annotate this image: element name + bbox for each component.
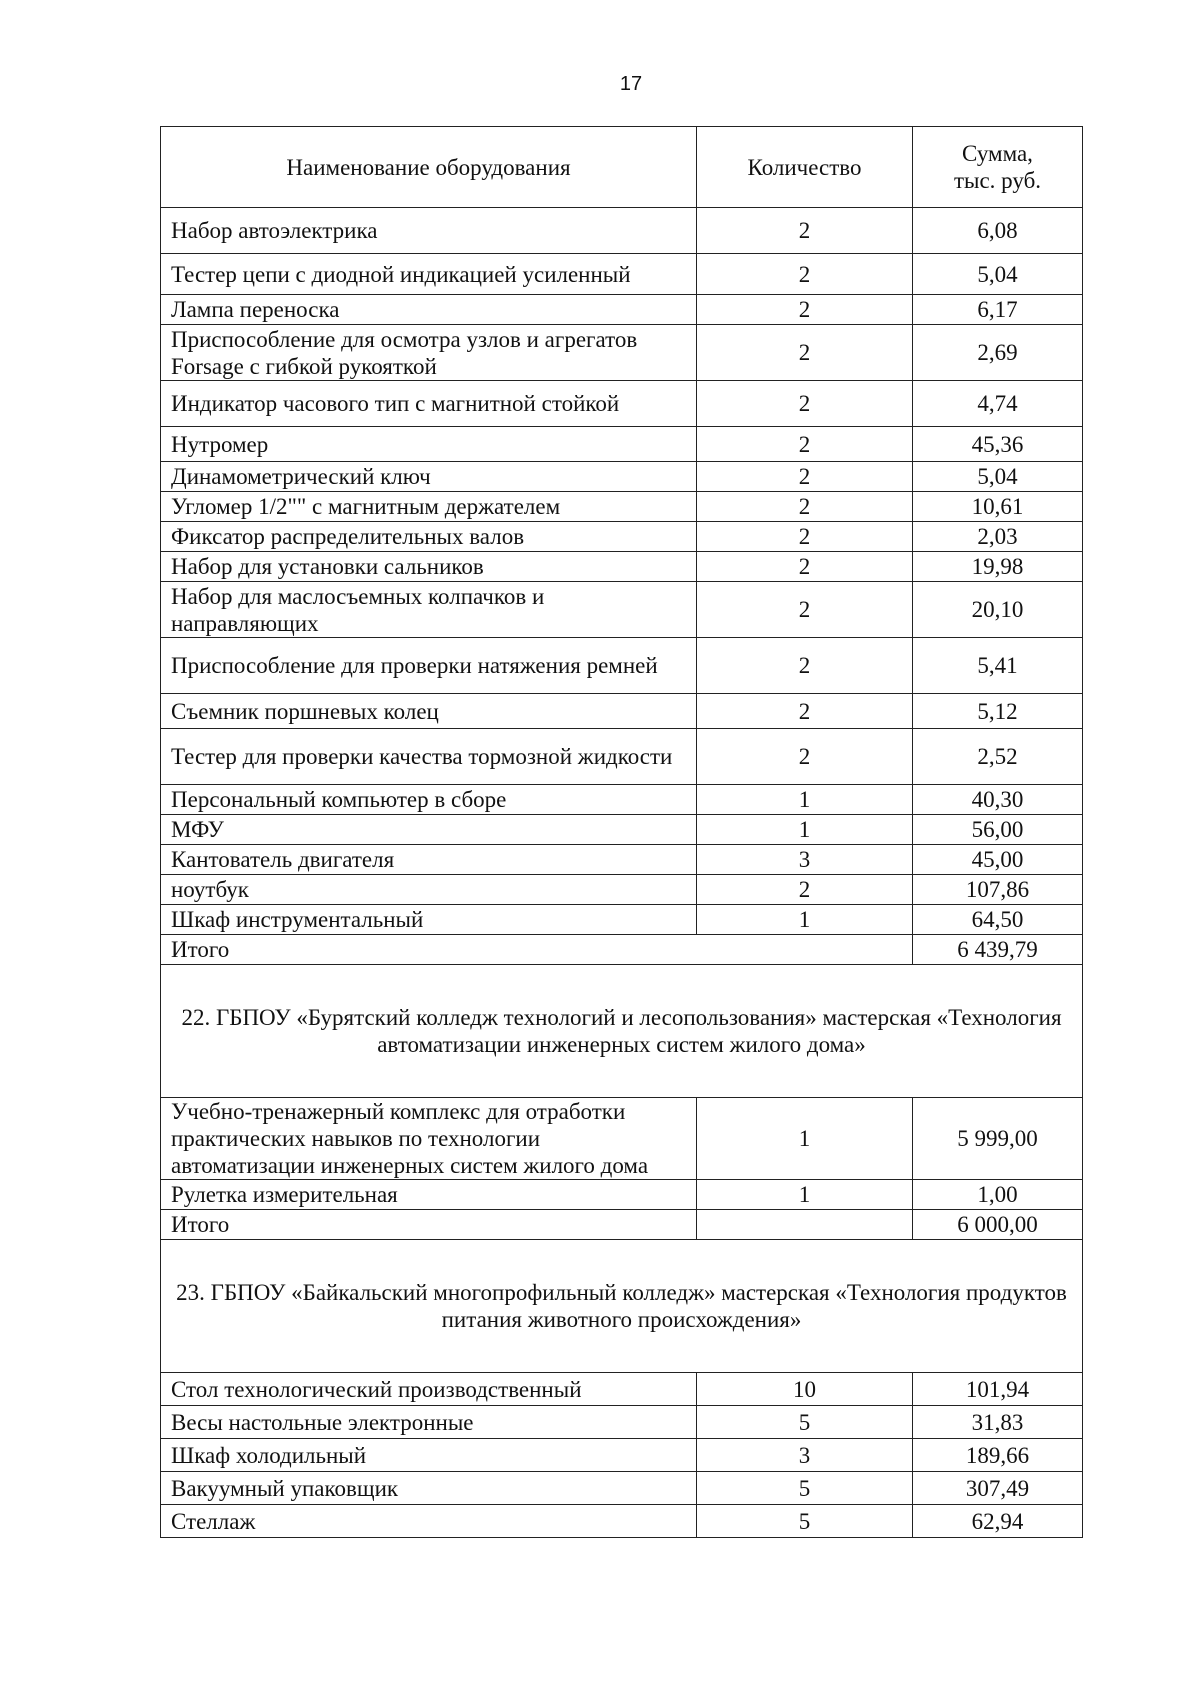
item-qty: 3 bbox=[697, 1439, 913, 1472]
item-name: Набор для установки сальников bbox=[161, 552, 697, 582]
total-label: Итого bbox=[161, 1210, 697, 1240]
item-name: Шкаф инструментальный bbox=[161, 905, 697, 935]
item-qty: 2 bbox=[697, 522, 913, 552]
item-sum: 6,17 bbox=[913, 295, 1083, 325]
total-qty-empty bbox=[697, 1210, 913, 1240]
item-qty: 3 bbox=[697, 845, 913, 875]
item-name: Весы настольные электронные bbox=[161, 1406, 697, 1439]
total-row bbox=[161, 1210, 1083, 1240]
item-name: Динамометрический ключ bbox=[161, 462, 697, 492]
item-qty: 1 bbox=[697, 815, 913, 845]
table-row bbox=[161, 1439, 1083, 1472]
item-qty: 10 bbox=[697, 1373, 913, 1406]
table-row bbox=[161, 522, 1083, 552]
total-row bbox=[161, 935, 1083, 965]
page-number: 17 bbox=[619, 73, 643, 95]
section-row bbox=[161, 965, 1083, 1098]
item-qty: 1 bbox=[697, 1180, 913, 1210]
item-sum: 45,00 bbox=[913, 845, 1083, 875]
table-row bbox=[161, 845, 1083, 875]
table-row bbox=[161, 325, 1083, 381]
item-name: Кантователь двигателя bbox=[161, 845, 697, 875]
table-row bbox=[161, 1098, 1083, 1180]
table-header-row bbox=[161, 127, 1083, 208]
item-name: Персональный компьютер в сборе bbox=[161, 785, 697, 815]
table-row bbox=[161, 905, 1083, 935]
table-row bbox=[161, 462, 1083, 492]
table-row bbox=[161, 785, 1083, 815]
item-name: Приспособление для осмотра узлов и агрегатов Forsage с гибкой рукояткой bbox=[161, 325, 697, 381]
table-row bbox=[161, 1505, 1083, 1538]
item-name: Съемник поршневых колец bbox=[161, 694, 697, 729]
table-row bbox=[161, 694, 1083, 729]
item-qty: 2 bbox=[697, 582, 913, 638]
table-row bbox=[161, 381, 1083, 427]
item-sum: 107,86 bbox=[913, 875, 1083, 905]
item-sum: 5,41 bbox=[913, 638, 1083, 694]
item-sum: 189,66 bbox=[913, 1439, 1083, 1472]
table-row bbox=[161, 1406, 1083, 1439]
item-name: Стеллаж bbox=[161, 1505, 697, 1538]
item-qty: 2 bbox=[697, 381, 913, 427]
equipment-table bbox=[160, 126, 1083, 1538]
item-name: Набор для маслосъемных колпачков и направляющих bbox=[161, 582, 697, 638]
item-sum: 5,04 bbox=[913, 254, 1083, 295]
item-name: Стол технологический производственный bbox=[161, 1373, 697, 1406]
item-sum: 2,69 bbox=[913, 325, 1083, 381]
table-row bbox=[161, 295, 1083, 325]
item-sum: 2,52 bbox=[913, 729, 1083, 785]
total-label: Итого bbox=[161, 935, 913, 965]
total-sum: 6 000,00 bbox=[913, 1210, 1083, 1240]
item-qty: 2 bbox=[697, 729, 913, 785]
table-row bbox=[161, 208, 1083, 254]
table-row bbox=[161, 427, 1083, 462]
item-sum: 2,03 bbox=[913, 522, 1083, 552]
item-qty: 2 bbox=[697, 694, 913, 729]
item-qty: 2 bbox=[697, 638, 913, 694]
table-row bbox=[161, 875, 1083, 905]
item-sum: 64,50 bbox=[913, 905, 1083, 935]
item-sum: 307,49 bbox=[913, 1472, 1083, 1505]
item-name: Угломер 1/2"" с магнитным держателем bbox=[161, 492, 697, 522]
header-sum: Сумма, тыс. руб. bbox=[913, 127, 1083, 208]
header-name: Наименование оборудования bbox=[161, 127, 697, 208]
section-heading-23: 23. ГБПОУ «Байкальский многопрофильный колледж» мастерская «Технология продуктов питания животного происхождения» bbox=[161, 1240, 1083, 1373]
section-row bbox=[161, 1240, 1083, 1373]
item-qty: 2 bbox=[697, 325, 913, 381]
item-sum: 40,30 bbox=[913, 785, 1083, 815]
item-name: Шкаф холодильный bbox=[161, 1439, 697, 1472]
item-qty: 2 bbox=[697, 875, 913, 905]
item-sum: 31,83 bbox=[913, 1406, 1083, 1439]
item-name: Вакуумный упаковщик bbox=[161, 1472, 697, 1505]
table-row bbox=[161, 638, 1083, 694]
item-qty: 1 bbox=[697, 1098, 913, 1180]
item-qty: 2 bbox=[697, 208, 913, 254]
table-row bbox=[161, 729, 1083, 785]
item-qty: 1 bbox=[697, 905, 913, 935]
item-sum: 101,94 bbox=[913, 1373, 1083, 1406]
table-body bbox=[161, 208, 1083, 1538]
item-name: Лампа переноска bbox=[161, 295, 697, 325]
table-row bbox=[161, 492, 1083, 522]
header-qty: Количество bbox=[697, 127, 913, 208]
item-sum: 56,00 bbox=[913, 815, 1083, 845]
item-name: Набор автоэлектрика bbox=[161, 208, 697, 254]
item-sum: 10,61 bbox=[913, 492, 1083, 522]
item-name: Учебно-тренажерный комплекс для отработки практических навыков по технологии автоматизации инженерных систем жилого дома bbox=[161, 1098, 697, 1180]
item-sum: 62,94 bbox=[913, 1505, 1083, 1538]
item-qty: 2 bbox=[697, 295, 913, 325]
item-qty: 2 bbox=[697, 492, 913, 522]
item-qty: 2 bbox=[697, 462, 913, 492]
item-name: Нутромер bbox=[161, 427, 697, 462]
item-qty: 2 bbox=[697, 552, 913, 582]
total-sum: 6 439,79 bbox=[913, 935, 1083, 965]
table-row bbox=[161, 1180, 1083, 1210]
table-row bbox=[161, 552, 1083, 582]
table-row bbox=[161, 1472, 1083, 1505]
table-row bbox=[161, 582, 1083, 638]
item-sum: 6,08 bbox=[913, 208, 1083, 254]
item-name: Тестер для проверки качества тормозной жидкости bbox=[161, 729, 697, 785]
item-qty: 5 bbox=[697, 1472, 913, 1505]
item-sum: 4,74 bbox=[913, 381, 1083, 427]
item-qty: 2 bbox=[697, 427, 913, 462]
item-sum: 5,12 bbox=[913, 694, 1083, 729]
section-heading-22: 22. ГБПОУ «Бурятский колледж технологий и лесопользования» мастерская «Технология автоматизации инженерных систем жилого дома» bbox=[161, 965, 1083, 1098]
item-name: Приспособление для проверки натяжения ремней bbox=[161, 638, 697, 694]
table-row bbox=[161, 815, 1083, 845]
item-name: МФУ bbox=[161, 815, 697, 845]
item-name: ноутбук bbox=[161, 875, 697, 905]
item-sum: 20,10 bbox=[913, 582, 1083, 638]
table-row bbox=[161, 254, 1083, 295]
item-qty: 5 bbox=[697, 1406, 913, 1439]
item-sum: 1,00 bbox=[913, 1180, 1083, 1210]
item-sum: 5,04 bbox=[913, 462, 1083, 492]
item-qty: 1 bbox=[697, 785, 913, 815]
item-name: Индикатор часового тип с магнитной стойкой bbox=[161, 381, 697, 427]
item-name: Фиксатор распределительных валов bbox=[161, 522, 697, 552]
item-name: Рулетка измерительная bbox=[161, 1180, 697, 1210]
item-sum: 45,36 bbox=[913, 427, 1083, 462]
item-qty: 2 bbox=[697, 254, 913, 295]
item-qty: 5 bbox=[697, 1505, 913, 1538]
item-sum: 5 999,00 bbox=[913, 1098, 1083, 1180]
item-sum: 19,98 bbox=[913, 552, 1083, 582]
table-row bbox=[161, 1373, 1083, 1406]
item-name: Тестер цепи с диодной индикацией усиленный bbox=[161, 254, 697, 295]
